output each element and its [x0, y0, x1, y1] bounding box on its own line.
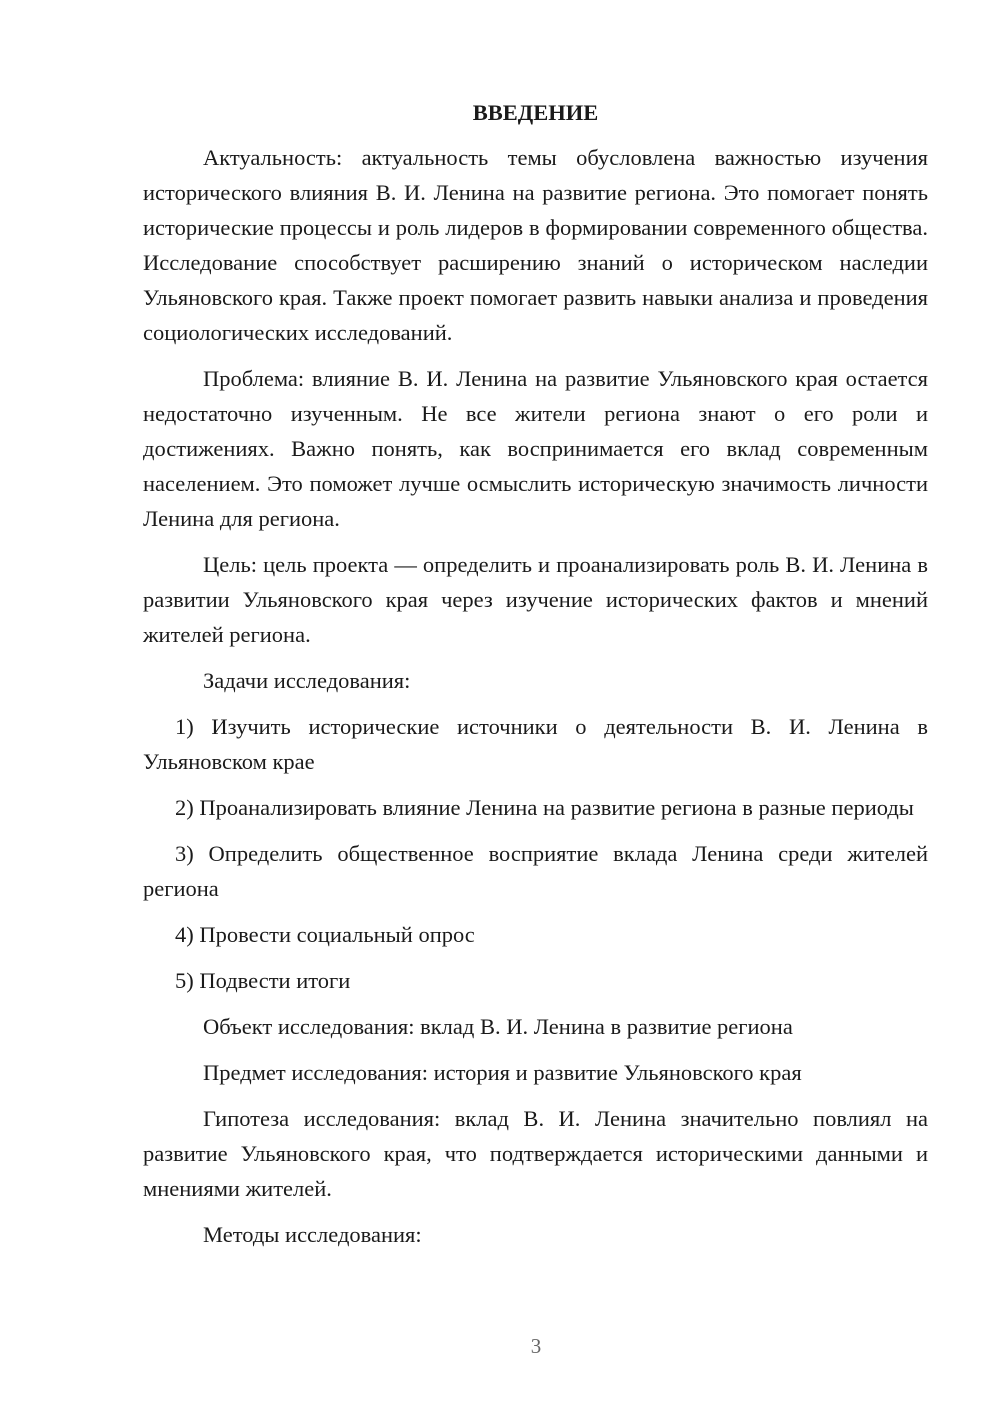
task-item-2: 2) Проанализировать влияние Ленина на развитие региона в разные периоды: [175, 795, 914, 820]
document-page: [143, 95, 928, 1252]
task-item-1: 1) Изучить исторические источники о деятельности В. И. Ленина в Ульяновском крае: [143, 714, 928, 774]
object-paragraph: Объект исследования: вклад В. И. Ленина в развитие региона: [203, 1014, 793, 1039]
methods-heading: Методы исследования:: [203, 1222, 422, 1247]
task-item-3: 3) Определить общественное восприятие вклада Ленина среди жителей региона: [143, 841, 928, 901]
page-number: 3: [530, 1334, 542, 1358]
problem-paragraph: Проблема: влияние В. И. Ленина на развитие Ульяновского края остается недостаточно изученным. Не все жители региона знают о его роли и достижениях. Важно понять, как воспринимается его вклад современным населением. Это поможет лучше осмыслить историческую значимость личности Ленина для региона.: [143, 366, 928, 531]
hypothesis-paragraph: Гипотеза исследования: вклад В. И. Ленина значительно повлиял на развитие Ульяновского края, что подтверждается историческими данными и мнениями жителей.: [143, 1106, 928, 1201]
task-item-5: 5) Подвести итоги: [175, 968, 351, 993]
goal-paragraph: Цель: цель проекта — определить и проанализировать роль В. И. Ленина в развитии Ульяновского края через изучение исторических фактов и мнений жителей региона.: [143, 552, 928, 647]
relevance-paragraph: Актуальность: актуальность темы обусловлена важностью изучения исторического влияния В. И. Ленина на развитие региона. Это помогает понять исторические процессы и роль лидеров в формировании современного общества. Исследование способствует расширению знаний о историческом наследии Ульяновского края. Также проект помогает развить навыки анализа и проведения социологических исследований.: [143, 145, 928, 345]
tasks-heading: Задачи исследования:: [203, 668, 411, 693]
subject-paragraph: Предмет исследования: история и развитие Ульяновского края: [203, 1060, 802, 1085]
page-title: ВВЕДЕНИЕ: [472, 100, 599, 125]
task-item-4: 4) Провести социальный опрос: [175, 922, 475, 947]
